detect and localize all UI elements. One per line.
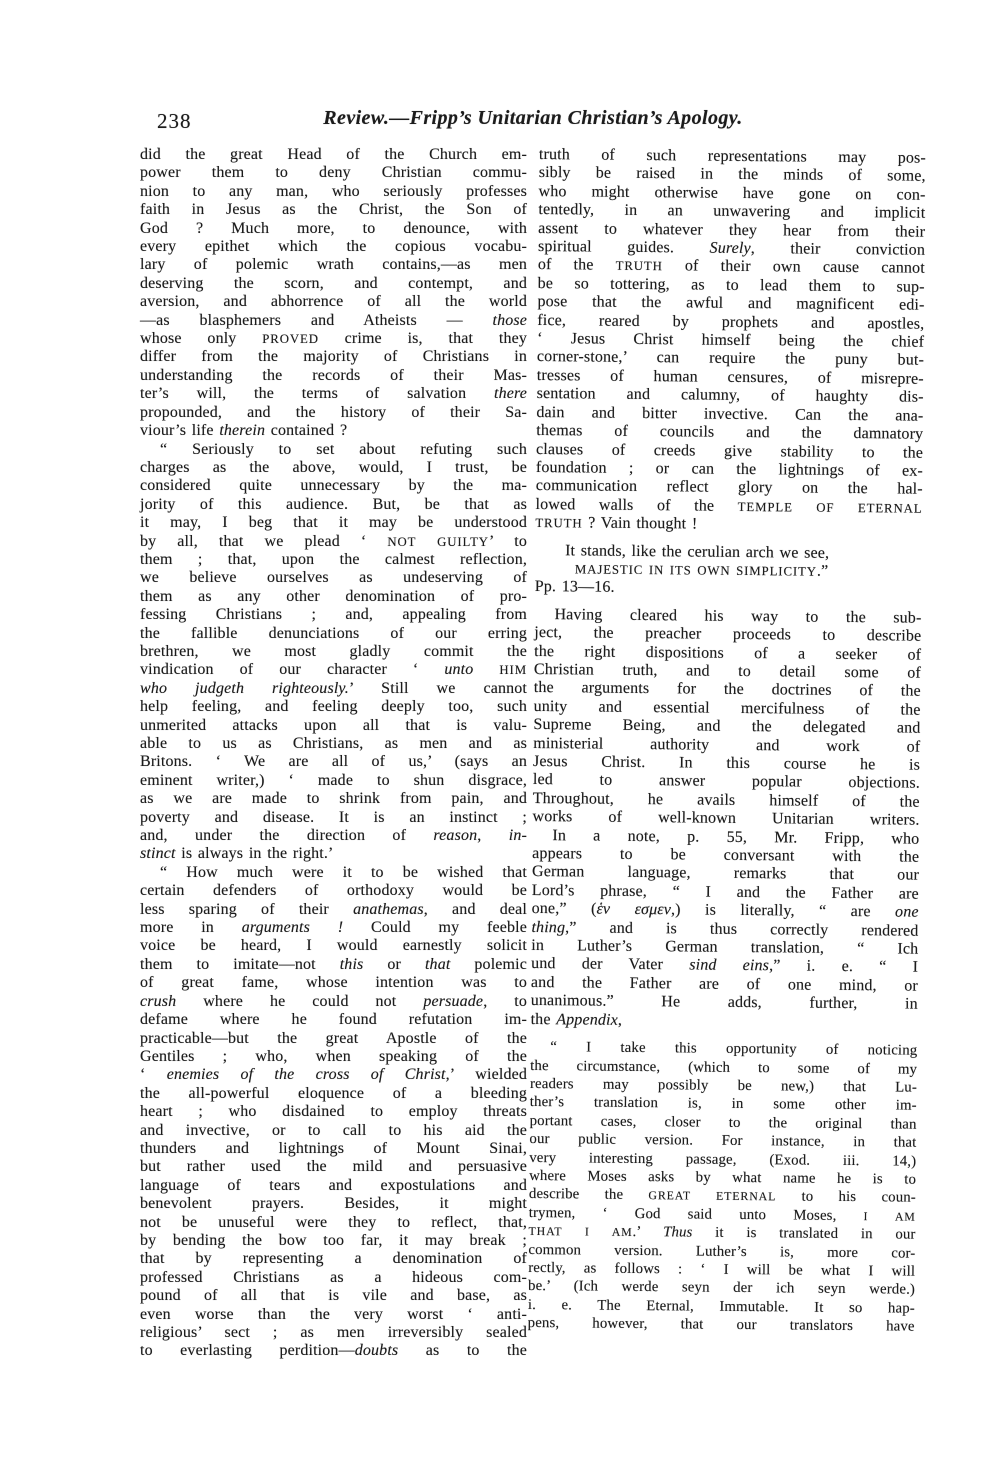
body-text: und der Vater — [531, 955, 690, 974]
italic-text: this — [339, 955, 364, 973]
body-text: professed Christians as a hideous com- — [140, 1268, 527, 1286]
body-text: very interesting passage, (Exod. iii. 14,) — [529, 1149, 917, 1170]
body-text: as we are made to shrink from pain, and — [140, 790, 527, 808]
text-line — [140, 496, 527, 514]
small-caps-text: I AM — [863, 1208, 916, 1224]
body-text: of great fame, whose intention was to — [140, 974, 527, 992]
body-text: trymen, ‘ God said unto Moses, — [528, 1204, 864, 1224]
body-text: ter’s will, the terms of salvation — [140, 385, 494, 403]
text-line — [140, 1342, 527, 1360]
body-text: of the — [537, 256, 616, 275]
verse-quote — [535, 542, 922, 583]
body-text: considered quite unnecessary by the ma- — [140, 477, 527, 495]
body-text: portant cases, closer to the original than — [529, 1112, 917, 1133]
body-text: , — [477, 827, 509, 845]
body-text: aversion, and abhorrence of all the world — [140, 293, 527, 311]
body-text: propounded, and the history of their Sa- — [140, 403, 527, 421]
text-line — [140, 514, 527, 532]
italic-text: that — [424, 955, 451, 973]
body-text: led to answer popular objections. — [532, 771, 920, 793]
italic-text: unto — [444, 661, 500, 679]
body-text: describe the — [528, 1186, 649, 1204]
text-line — [140, 441, 527, 459]
text-line — [140, 312, 527, 330]
text-line — [140, 385, 527, 403]
text-line — [140, 164, 527, 182]
body-text: fice, reared by prophets and apostles, — [537, 311, 925, 333]
text-line — [531, 1011, 918, 1033]
body-text: to his coun- — [776, 1188, 916, 1207]
page-citation — [535, 578, 922, 600]
text-line — [140, 256, 527, 274]
text-line — [140, 827, 527, 845]
text-line — [140, 551, 527, 569]
paragraph — [528, 1038, 918, 1336]
body-text: themas of councils and the damnatory — [536, 422, 924, 443]
body-text: our public version. For instance, in that — [529, 1131, 917, 1151]
body-text: it is translated in our — [692, 1224, 916, 1243]
text-line — [140, 643, 527, 661]
text-line — [140, 864, 527, 882]
text-line — [140, 348, 527, 366]
body-text: unity and essential mercifulness of the — [533, 697, 921, 719]
small-caps-text: TRUTH — [535, 516, 583, 531]
body-text: assent to whatever they hear from their — [538, 219, 926, 241]
body-text: we believe ourselves as undeserving of — [140, 569, 527, 587]
body-text: , their conviction — [750, 240, 926, 259]
italic-text: thing — [531, 918, 566, 936]
body-text: , — [617, 1011, 623, 1029]
small-caps-text: PROVED — [262, 332, 319, 347]
body-text: In a note, p. 55, Mr. Fripp, who — [552, 826, 920, 848]
body-text: German language, remarks that our — [531, 863, 920, 885]
text-line — [140, 1177, 527, 1195]
body-text: certain defenders of orthodoxy would be — [140, 882, 527, 900]
text-line — [140, 809, 527, 827]
body-text: who might otherwise have gone on con- — [538, 182, 926, 204]
body-text: benevolent prayers. Besides, it might — [140, 1195, 527, 1213]
body-text: one,” ( — [531, 900, 597, 918]
paragraph — [532, 606, 921, 831]
body-text: Pp. 13—16. — [534, 578, 615, 597]
body-text: even worse than the very worst ‘ anti- — [140, 1305, 527, 1323]
text-line — [140, 772, 527, 790]
text-line — [140, 533, 527, 551]
body-text: lary of polemic wrath contains,—as men — [140, 256, 527, 274]
body-text: the all-powerful eloquence of a bleeding — [140, 1084, 527, 1102]
text-line — [140, 1250, 527, 1268]
text-line — [140, 1287, 527, 1305]
text-line — [140, 588, 527, 606]
text-line — [140, 459, 527, 477]
text-line — [528, 1314, 915, 1336]
body-text: language of tears and expostulations and — [140, 1176, 527, 1194]
body-text: ’ wielded — [449, 1066, 527, 1084]
paragraph — [531, 827, 920, 1033]
text-line — [140, 1324, 527, 1342]
body-text: ,) is literally, “ are — [670, 901, 896, 921]
body-text: heart ; who disdained to employ threats — [140, 1103, 527, 1121]
text-line — [140, 901, 527, 919]
body-text: ther’s translation is, in some other im- — [529, 1094, 917, 1114]
body-text: them as any other denomination of pro- — [140, 587, 527, 605]
body-text: foundation ; or can the lightnings of ex- — [535, 458, 923, 480]
text-line — [140, 1158, 527, 1176]
text-line — [140, 1085, 527, 1103]
body-text: whose only — [140, 330, 263, 348]
body-text: and invective, or to call to his aid the — [140, 1121, 527, 1139]
body-text: Britons. ‘ We are all of us,’ (says an — [140, 753, 527, 771]
text-line — [140, 1140, 527, 1158]
italic-text: Appendix — [556, 1010, 618, 1029]
text-line — [140, 956, 527, 974]
body-text: able to us as Christians, as men and as — [140, 735, 527, 752]
body-text: Supreme Being, and the delegated and — [533, 716, 921, 737]
paragraph — [140, 864, 527, 1361]
body-text: rectly, as follows : ‘ I will be what I will — [528, 1259, 916, 1280]
italic-text: doubts — [354, 1342, 399, 1360]
small-caps-text: TEMPLE OF ETERNAL — [737, 499, 923, 516]
body-text: them ; that, upon the calmest reflection, — [140, 550, 527, 568]
text-line — [140, 1048, 527, 1066]
body-text: Having cleared his way to the sub- — [554, 605, 922, 627]
italic-text: stinct — [140, 845, 176, 863]
body-text: crime is, that they — [318, 330, 527, 348]
body-text: ’ to — [488, 532, 527, 550]
body-text: —as blasphemers and Atheists — — [140, 311, 493, 329]
text-line — [140, 183, 527, 201]
body-text: by bending the bow too far, it may break ; — [140, 1231, 527, 1249]
italic-text: arguments ! — [241, 919, 344, 937]
body-text: works of well-known Unitarian writers. — [532, 808, 920, 829]
text-line — [140, 404, 527, 422]
text-line — [140, 606, 527, 624]
italic-text: therein — [219, 422, 266, 440]
text-line — [140, 275, 527, 293]
italic-text: in- — [508, 827, 527, 845]
body-text: polemic — [450, 955, 527, 973]
body-text: thunders and lightnings of Mount Sinai, — [140, 1139, 527, 1157]
body-text: ’ Still we cannot — [348, 679, 527, 697]
text-line — [140, 625, 527, 643]
body-text: contained ? — [265, 422, 348, 440]
body-text: but rather used the mild and persuasive — [140, 1158, 527, 1176]
text-columns — [140, 146, 926, 1361]
text-line — [140, 1103, 527, 1121]
text-line — [140, 569, 527, 587]
body-text: and the Father are of one mind, or — [530, 973, 919, 995]
body-text: spiritual guides. — [537, 238, 710, 257]
italic-text: reason — [433, 827, 478, 845]
body-text: in Luther’s German translation, “ Ich — [531, 937, 919, 958]
paragraph — [140, 146, 527, 441]
body-text: practicable—but the great Apostle of the — [140, 1029, 527, 1047]
body-text: ‘ Jesus Christ himself being the chief — [537, 330, 925, 351]
body-text: Lord’s phrase, “ I and the Father are — [531, 881, 919, 903]
text-line — [140, 201, 527, 219]
text-line — [140, 477, 527, 495]
body-text: nion to any man, who seriously professes — [140, 182, 527, 200]
text-line — [140, 937, 527, 955]
text-line — [140, 735, 527, 753]
page-number: 238 — [157, 109, 192, 133]
body-text: brethren, we most gladly commit the — [140, 642, 527, 660]
body-text: the fallible denunciations of our erring — [140, 624, 527, 642]
body-text: ? Vain thought ! — [582, 514, 698, 533]
body-text: them to imitate—not — [140, 955, 340, 973]
text-line — [535, 514, 922, 536]
body-text: power them to deny Christian commu- — [140, 164, 527, 182]
body-text: eminent writer,) ‘ made to shun disgrace, — [140, 771, 527, 789]
text-line — [140, 367, 527, 385]
small-caps-text: TRUTH — [615, 259, 663, 274]
body-text: Jesus Christ. In this course he is — [533, 752, 921, 774]
text-line — [140, 238, 527, 256]
body-text: every epithet which the copious vocabu- — [140, 238, 527, 256]
body-text: tresses of human censures, of misrepre- — [536, 366, 924, 388]
right-column — [528, 146, 926, 1336]
text-line — [140, 974, 527, 992]
body-text: Gentiles ; who, when speaking of the — [140, 1047, 527, 1065]
body-text: the arguments for the doctrines of the — [533, 679, 921, 701]
body-text: be so tottering, as to lead them to sup- — [537, 274, 925, 296]
text-line — [140, 293, 527, 311]
text-line — [140, 919, 527, 937]
text-line — [140, 1122, 527, 1140]
body-text: ject, the preacher proceeds to describe — [534, 624, 922, 645]
small-caps-text: GREAT ETERNAL — [648, 1188, 777, 1204]
text-line — [140, 1030, 527, 1048]
body-text: “ Seriously to set about refuting such — [160, 440, 527, 458]
italic-text: Surely — [709, 239, 751, 258]
body-text: it may, I beg that it may be understood — [140, 514, 527, 532]
body-text: tentedly, in an unwavering and implicit — [538, 201, 926, 222]
text-line — [140, 753, 527, 771]
body-text: religious’ sect ; as men irreversibly sealed — [140, 1324, 527, 1341]
paragraph — [140, 441, 527, 864]
body-text: .’ — [632, 1224, 664, 1241]
text-line — [140, 1011, 527, 1029]
text-line — [140, 717, 527, 735]
body-text: It stands, like the cerulian arch we see, — [565, 541, 830, 562]
body-text: communication reflect glory on the hal- — [535, 477, 923, 499]
body-text: , and deal — [423, 900, 527, 918]
text-line — [140, 698, 527, 716]
body-text: charges as the above, would, I trust, be — [140, 458, 527, 476]
text-line — [140, 1214, 527, 1232]
paragraph — [535, 146, 926, 536]
body-text: the circumstance, (which to some of my — [530, 1057, 918, 1078]
body-text: defame where he found refutation im- — [140, 1011, 527, 1029]
body-text: unmerited attacks upon all that is valu- — [140, 716, 527, 734]
body-text: clauses of creeds give stability to the — [536, 440, 924, 462]
body-text: deserving the scorn, and contempt, and — [140, 274, 527, 292]
text-line — [140, 220, 527, 238]
body-text: pound of all that is vile and base, as — [140, 1287, 527, 1305]
body-text: as to the — [398, 1342, 527, 1360]
body-text: jority of this audience. But, be that as — [140, 495, 527, 513]
text-line — [140, 1232, 527, 1250]
body-text: sibly be raised in the minds of some, — [538, 164, 926, 186]
body-text: differ from the majority of Christians in — [140, 348, 527, 366]
body-text: “ How much were it to be wished that — [160, 863, 527, 881]
body-text: “ I take this opportunity of noticing — [550, 1039, 918, 1059]
body-text: understanding the records of their Mas- — [140, 366, 527, 384]
text-line — [140, 661, 527, 679]
text-line — [140, 1269, 527, 1287]
body-text: where he could not — [176, 992, 424, 1010]
text-line — [140, 1066, 527, 1084]
body-text: to everlasting perdition— — [140, 1342, 355, 1360]
small-caps-text: MAJESTIC IN ITS OWN SIMPLICITY — [574, 562, 818, 579]
body-text: unanimous.” He adds, further, in — [530, 992, 918, 1013]
italic-text: those — [492, 311, 527, 329]
body-text: pens, however, that our translators have — [527, 1315, 915, 1335]
body-text: vindication of our character ‘ — [140, 661, 445, 679]
body-text: readers may possibly be new,) that Lu- — [529, 1075, 918, 1096]
italic-text: sind eins — [689, 956, 770, 975]
body-text: by all, that we plead ‘ — [140, 532, 388, 550]
body-text: .” — [816, 562, 829, 580]
body-text: where Moses asks by what name he is to — [529, 1167, 917, 1188]
text-line — [140, 1195, 527, 1213]
text-line — [140, 993, 527, 1011]
body-text: that by representing a denomination of — [140, 1250, 527, 1268]
body-text: less sparing of their — [140, 900, 354, 918]
small-caps-text: NOT GUILTY — [387, 534, 489, 549]
text-line — [140, 680, 527, 698]
body-text: Could my feeble — [343, 919, 527, 937]
body-text: did the great Head of the Church em- — [140, 146, 527, 163]
body-text: appears to be conversant with the — [532, 844, 920, 866]
body-text: viour’s life — [140, 422, 220, 440]
body-text: ministerial authority and work of — [533, 734, 921, 756]
left-column — [140, 146, 527, 1361]
italic-text: Thus — [663, 1224, 693, 1241]
body-text: Throughout, he avails himself of the — [532, 789, 920, 811]
text-line — [535, 578, 922, 600]
body-text: common version. Luther’s is, more cor- — [528, 1241, 916, 1262]
small-caps-text: THAT I AM — [528, 1224, 633, 1240]
body-text: ,” and is thus correctly rendered — [565, 918, 919, 940]
italic-text: crush — [140, 992, 177, 1010]
body-text: of their own cause cannot — [662, 257, 925, 278]
text-line — [140, 790, 527, 808]
text-line — [140, 330, 527, 348]
body-text: sentation and calumny, of haughty dis- — [536, 385, 924, 406]
body-text: is always in the right.’ — [175, 845, 334, 863]
body-text: , to — [483, 992, 527, 1010]
body-text: and, under the direction of — [140, 827, 434, 845]
italic-text: ἑν εσμεν — [596, 900, 672, 919]
body-text: or — [363, 955, 425, 973]
italic-text: there — [493, 385, 527, 403]
body-text: the — [530, 1010, 557, 1028]
body-text: corner-stone,’ can require the puny but- — [536, 348, 925, 370]
body-text: more in — [140, 919, 242, 937]
body-text: i. e. The Eternal, Immutable. It so hap- — [527, 1296, 915, 1317]
italic-text: persuade — [423, 992, 484, 1010]
small-caps-text: HIM — [499, 663, 527, 678]
text-line — [140, 1306, 527, 1324]
text-line — [140, 422, 527, 440]
body-text: dain and bitter invective. Can the ana- — [536, 403, 924, 425]
body-text: ,” i. e. “ I — [769, 957, 919, 977]
body-text: God ? Much more, to denounce, with — [140, 219, 527, 237]
text-line — [140, 146, 527, 164]
body-text: lowed walls of the — [535, 495, 738, 515]
running-header-title: Review.—Fripp’s Unitarian Christian’s Apology. — [323, 107, 743, 129]
body-text: poverty and disease. It is an instinct ; — [140, 808, 527, 826]
italic-text: enemies of the cross of Christ, — [166, 1066, 450, 1084]
body-text: be.’ (Ich werde seyn der ich seyn werde.) — [527, 1278, 916, 1299]
body-text: ‘ — [140, 1066, 167, 1084]
body-text: fessing Christians ; and, appealing from — [140, 606, 527, 624]
italic-text: one — [895, 903, 919, 921]
text-line — [140, 882, 527, 900]
body-text: not be unuseful were they to reflect, that, — [140, 1213, 527, 1231]
body-text: truth of such representations may pos- — [538, 146, 926, 167]
text-line — [140, 845, 527, 863]
body-text: voice be heard, I would earnestly solicit — [140, 937, 527, 955]
body-text: pose that the awful and magnificent edi- — [537, 293, 925, 314]
body-text: faith in Jesus as the Christ, the Son of — [140, 201, 527, 219]
body-text: the right dispositions of a seeker of — [534, 642, 922, 664]
body-text: help feeling, and feeling deeply too, such — [140, 698, 527, 716]
italic-text: who judgeth righteously. — [140, 679, 349, 697]
italic-text: anathemas — [353, 900, 424, 918]
body-text: Christian truth, and to detail some of — [533, 660, 922, 682]
